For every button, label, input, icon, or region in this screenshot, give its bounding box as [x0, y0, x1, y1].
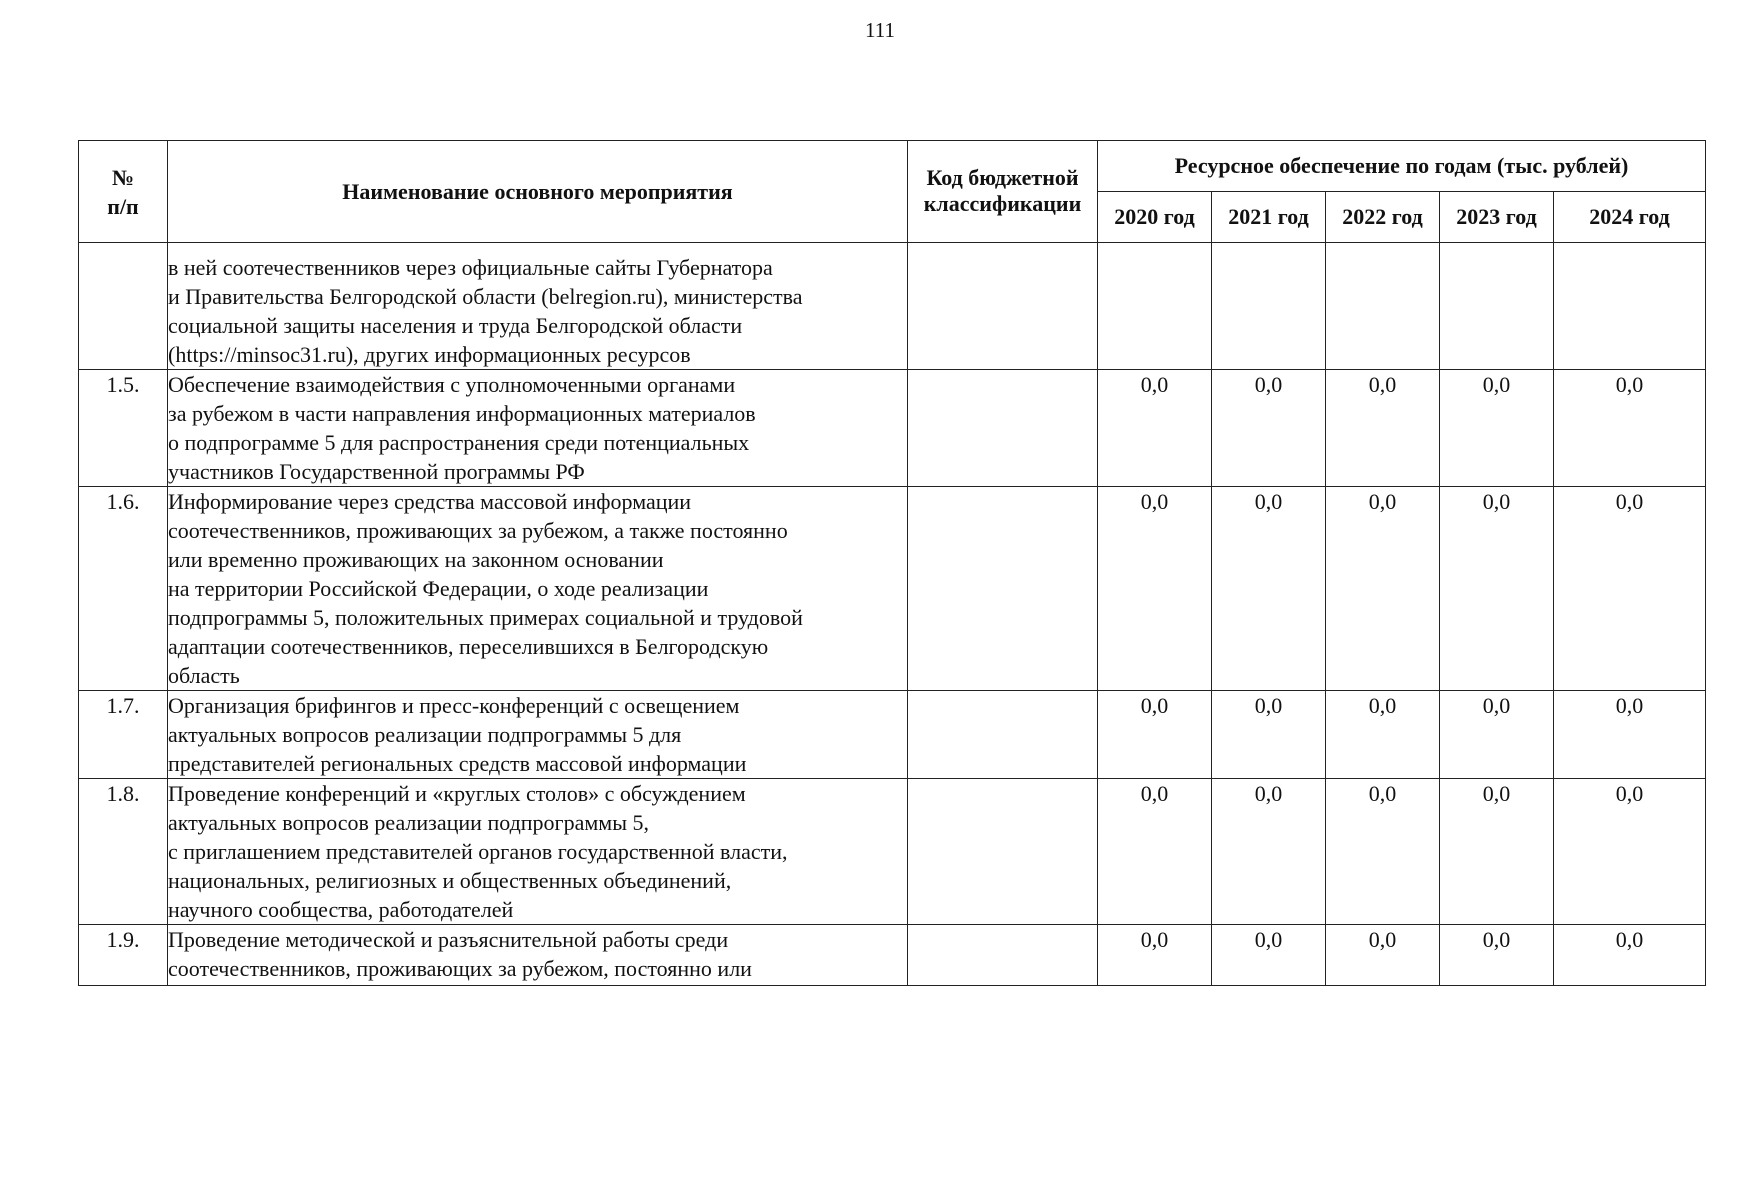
resource-table [78, 140, 1706, 986]
value-cell [1098, 243, 1212, 370]
value-cell [1212, 243, 1326, 370]
value-cell: 0,0 [1326, 691, 1440, 779]
header-resources: Ресурсное обеспечение по годам (тыс. рублей) [1098, 141, 1706, 192]
value-cell: 0,0 [1212, 779, 1326, 925]
value-cell: 0,0 [1326, 925, 1440, 986]
value-cell: 0,0 [1440, 370, 1554, 487]
table-header [79, 141, 1706, 243]
header-name: Наименование основного мероприятия [168, 141, 908, 243]
value-cell: 0,0 [1554, 925, 1706, 986]
row-number: 1.6. [79, 487, 168, 691]
activity-name: Проведение конференций и «круглых столов» с обсуждением актуальных вопросов реализации подпрограммы 5, с приглашением представителей органов государственной власти, национальных, религиозных и общественных объединений, научного сообщества, работодателей [168, 779, 908, 925]
header-year: 2022 год [1326, 192, 1440, 243]
row-number: 1.9. [79, 925, 168, 986]
activity-name: в ней соотечественников через официальные сайты Губернатора и Правительства Белгородской области (belregion.ru), министерства социальной защиты населения и труда Белгородской области (https://minsoc31.ru), других информационных ресурсов [168, 243, 908, 370]
header-year: 2020 год [1098, 192, 1212, 243]
activity-name: Обеспечение взаимодействия с уполномоченными органами за рубежом в части направления информационных материалов о подпрограмме 5 для распространения среди потенциальных участников Государственной программы РФ [168, 370, 908, 487]
value-cell [1554, 243, 1706, 370]
value-cell: 0,0 [1440, 691, 1554, 779]
header-year: 2021 год [1212, 192, 1326, 243]
budget-code [908, 243, 1098, 370]
value-cell: 0,0 [1098, 370, 1212, 487]
page-number: 111 [865, 18, 895, 42]
budget-code [908, 925, 1098, 986]
value-cell: 0,0 [1212, 487, 1326, 691]
value-cell: 0,0 [1440, 487, 1554, 691]
value-cell [1326, 243, 1440, 370]
header-kbk: Код бюджетной классификации [908, 141, 1098, 243]
activity-name: Организация брифингов и пресс-конференций с освещением актуальных вопросов реализации подпрограммы 5 для представителей региональных средств массовой информации [168, 691, 908, 779]
value-cell: 0,0 [1326, 370, 1440, 487]
budget-code [908, 691, 1098, 779]
header-num: № п/п [79, 141, 168, 243]
value-cell: 0,0 [1554, 370, 1706, 487]
header-year: 2024 год [1554, 192, 1706, 243]
value-cell: 0,0 [1212, 691, 1326, 779]
value-cell: 0,0 [1554, 487, 1706, 691]
activity-name: Проведение методической и разъяснительной работы среди соотечественников, проживающих за рубежом, постоянно или [168, 925, 908, 986]
value-cell: 0,0 [1098, 779, 1212, 925]
value-cell: 0,0 [1098, 691, 1212, 779]
row-number: 1.5. [79, 370, 168, 487]
value-cell: 0,0 [1554, 691, 1706, 779]
row-number [79, 243, 168, 370]
value-cell: 0,0 [1098, 487, 1212, 691]
table-row [79, 370, 1706, 487]
table-body [79, 243, 1706, 986]
row-number: 1.7. [79, 691, 168, 779]
value-cell [1440, 243, 1554, 370]
table-row [79, 243, 1706, 370]
value-cell: 0,0 [1098, 925, 1212, 986]
value-cell: 0,0 [1440, 779, 1554, 925]
activity-name: Информирование через средства массовой информации соотечественников, проживающих за рубежом, а также постоянно или временно проживающих на законном основании на территории Российской Федерации, о ходе реализации подпрограммы 5, положительных примерах социальной и трудовой адаптации соотечественников, переселившихся в Белгородскую область [168, 487, 908, 691]
value-cell: 0,0 [1326, 779, 1440, 925]
value-cell: 0,0 [1440, 925, 1554, 986]
value-cell: 0,0 [1326, 487, 1440, 691]
budget-code [908, 779, 1098, 925]
table-row [79, 779, 1706, 925]
value-cell: 0,0 [1554, 779, 1706, 925]
value-cell: 0,0 [1212, 370, 1326, 487]
header-year: 2023 год [1440, 192, 1554, 243]
table-row [79, 487, 1706, 691]
table-row [79, 925, 1706, 986]
table-row [79, 691, 1706, 779]
budget-code [908, 487, 1098, 691]
budget-code [908, 370, 1098, 487]
value-cell: 0,0 [1212, 925, 1326, 986]
row-number: 1.8. [79, 779, 168, 925]
